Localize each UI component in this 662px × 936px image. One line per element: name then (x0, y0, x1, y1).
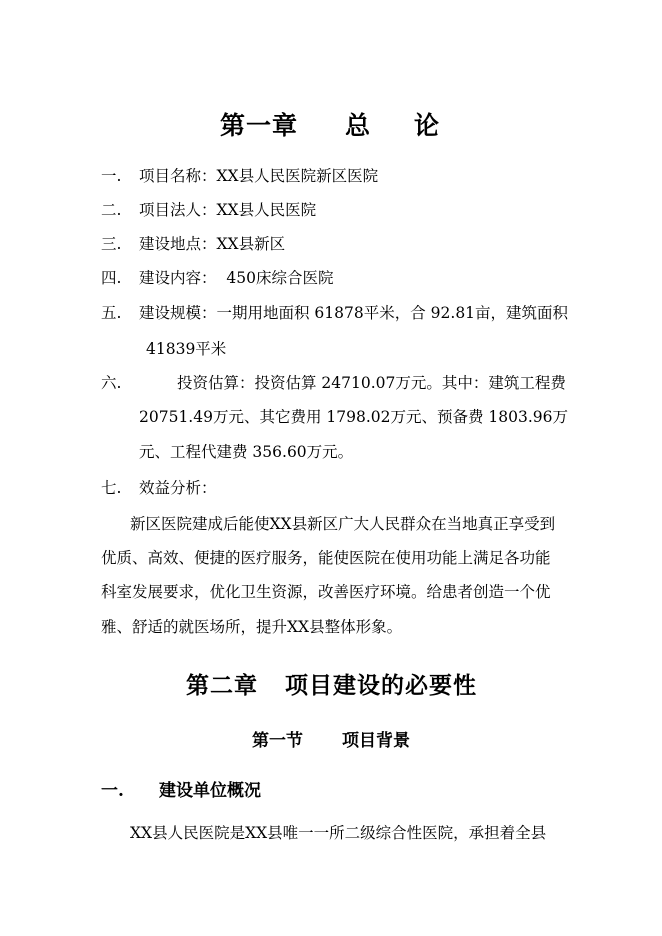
item-number: 七. (101, 479, 122, 497)
item-text-continued: 元、工程代建费 356.60万元。 (139, 443, 354, 461)
chapter1-label: 第一章 (220, 111, 299, 140)
paragraph-line: 优质、高效、便捷的医疗服务，能使医院在使用功能上满足各功能 (101, 549, 551, 567)
item-number: 五. (101, 304, 122, 322)
paragraph-line: 科室发展要求，优化卫生资源，改善医疗环境。给患者创造一个优 (101, 583, 551, 601)
paragraph-line: 新区医院建成后能使XX县新区广大人民群众在当地真正享受到 (130, 515, 556, 533)
item-text-continued: 41839平米 (146, 340, 227, 358)
item-number: 一. (101, 167, 122, 185)
subsection1-title: 建设单位概况 (159, 781, 261, 801)
chapter1-title-part1: 总 (345, 111, 372, 140)
item-number: 二. (101, 201, 122, 219)
item-number: 三. (101, 235, 122, 253)
paragraph-line: XX县人民医院是XX县唯一一所二级综合性医院，承担着全县 (130, 824, 547, 842)
item-text-continued: 20751.49万元、其它费用 1798.02万元、预备费 1803.96万 (139, 408, 569, 426)
subsection1-number: 一. (101, 781, 124, 801)
paragraph-line: 雅、舒适的就医场所，提升XX县整体形象。 (101, 618, 403, 636)
item-text: 项目法人：XX县人民医院 (139, 201, 317, 219)
item-text: 项目名称：XX县人民医院新区医院 (139, 167, 379, 185)
section1-label: 第一节 (252, 731, 303, 751)
chapter2-label: 第二章 (186, 672, 258, 699)
chapter2-title: 项目建设的必要性 (285, 672, 477, 699)
item-text: 建设地点：XX县新区 (139, 235, 286, 253)
item-text: 建设规模：一期用地面积 61878平米，合 92.81亩，建筑面积 (139, 304, 569, 322)
item-text: 效益分析： (139, 479, 217, 497)
item-text: 投资估算：投资估算 24710.07万元。其中：建筑工程费 (177, 374, 566, 392)
item-text: 建设内容： 450床综合医院 (139, 269, 334, 287)
item-number: 四. (101, 269, 122, 287)
chapter1-title-part2: 论 (414, 111, 441, 140)
item-number: 六. (101, 374, 122, 392)
section1-title: 项目背景 (342, 731, 410, 751)
